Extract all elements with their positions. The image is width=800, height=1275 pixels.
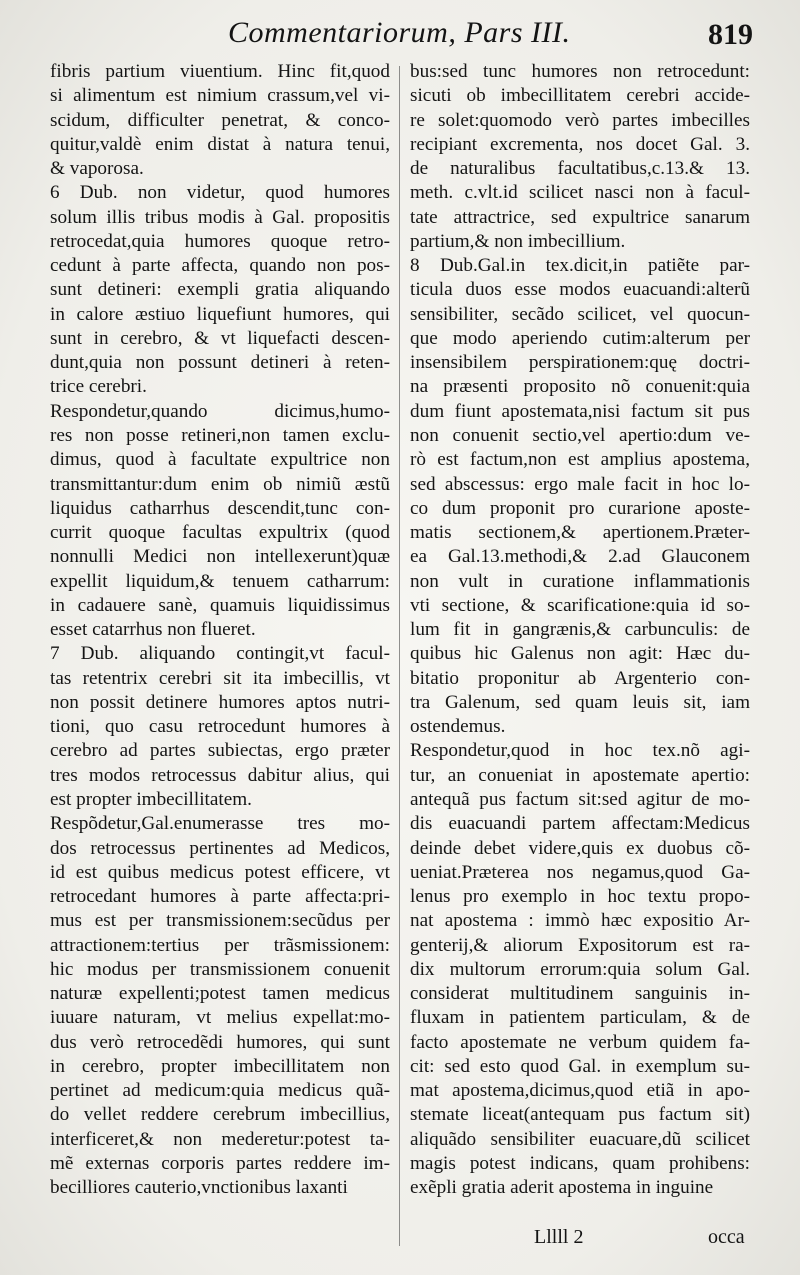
text-line: res non posse retineri,non tamen exclu- (50, 424, 390, 446)
text-line: currit quoque facultas expultrix (quod (50, 522, 390, 544)
text-line: nonnulli Medici non intellexerunt)quæ (50, 546, 390, 568)
text-line: re solet:quomodo verò partes imbecilles (410, 109, 750, 131)
text-line: exẽpli gratia aderit apostema in inguine (410, 1177, 714, 1199)
text-line: sensibiliter, secãdo scilicet, vel quocun- (410, 303, 750, 325)
text-line: dos retrocessus pertinentes ad Medicos, (50, 837, 390, 859)
text-line: partium,& non imbecillium. (410, 230, 626, 252)
signature-mark: Lllll 2 (534, 1226, 584, 1248)
text-line: dimus, quod à facultate expultrice non (50, 449, 390, 471)
text-line: mus est per transmissionem:secũdus per (50, 910, 390, 932)
text-line: pertinet ad medicum:quia medicus quã- (50, 1080, 390, 1102)
text-line: dus verò retrocedẽdi humores, qui sunt (50, 1031, 390, 1053)
text-line: tra Galenum, sed quam leuis sit, iam (410, 691, 750, 713)
text-line: do vellet reddere cerebrum imbecillius, (50, 1104, 390, 1126)
text-line: Respondetur,quod in hoc tex.nõ agi- (410, 740, 750, 762)
page-header (0, 6, 800, 54)
text-line: transmittantur:dum enim ob nimiũ æstũ (50, 473, 390, 495)
text-line: tur, an conueniat in apostemate apertio: (410, 764, 750, 786)
text-line: que modo aperiendo cutim:alterum per (410, 327, 750, 349)
right-text-column (410, 60, 750, 1200)
text-line: aliquãdo sensibiliter euacuare,dũ scilicet (410, 1128, 750, 1150)
running-title: Commentariorum, Pars III. (228, 16, 571, 49)
column-divider (399, 66, 400, 1246)
text-line: vti sectione, & scarificatione:quia id so- (410, 594, 750, 616)
text-line: antequã pus factum sit:sed agitur de mo- (410, 788, 750, 810)
text-line: expellit liquidum,& tenuem catharrum: (50, 570, 390, 592)
text-line: id est quibus medicus potest efficere, vt (50, 861, 390, 883)
text-line: quibus hic Galenus non agit: Hæc du- (410, 643, 750, 665)
text-line: est propter imbecillitatem. (50, 788, 252, 810)
text-line: genterij,& aliorum Expositorum est ra- (410, 934, 750, 956)
text-line: ueniat.Præterea nos negamus,quod Ga- (410, 861, 750, 883)
text-line: non conuenit sectio,vel apertio:dum ve- (410, 424, 750, 446)
text-line: recipiant excrementa, nos docet Gal. 3. (410, 133, 750, 155)
text-line: liquidus catharrhus descendit,tunc con- (50, 497, 390, 519)
text-line: 6 Dub. non videtur, quod humores (50, 182, 390, 204)
text-line: dum fiunt apostemata,nisi factum sit pus (410, 400, 750, 422)
text-line: 8 Dub.Gal.in tex.dicit,in patiẽte par- (410, 255, 750, 277)
text-line: interficeret,& non mederetur:potest ta- (50, 1128, 390, 1150)
text-line: bus:sed tunc humores non retrocedunt: (410, 61, 750, 82)
text-line: sunt detineri: exempli gratia aliquando (50, 279, 390, 301)
text-line: hic modus per transmissionem conuenit (50, 958, 390, 980)
text-line: quitur,valdè enim distat à natura tenui, (50, 133, 390, 155)
text-line: de naturalibus facultatibus,c.13.& 13. (410, 158, 750, 180)
text-line: fluxam in patientem particulam, & de (410, 1007, 750, 1029)
text-line: esset catarrhus non flueret. (50, 619, 256, 641)
text-line: iuuare naturam, vt melius expellat:mo- (50, 1007, 390, 1029)
text-line: insensibilem perspirationem:quę doctri- (410, 352, 750, 374)
text-line: bitatio proponitur ab Argenterio con- (410, 667, 750, 689)
text-line: lenus pro exemplo in hoc textu propo- (410, 886, 750, 908)
text-line: rò est factum,non est amplius apostema, (410, 449, 750, 471)
text-line: non vult in curatione inflammationis (410, 570, 750, 592)
text-line: sicuti ob imbecillitatem cerebri accide- (410, 85, 750, 107)
text-line: cerebro ad partes subiectas, ergo præter (50, 740, 390, 762)
text-line: & vaporosa. (50, 158, 144, 180)
text-line: tate attractrice, sed expultrice sanarum (410, 206, 750, 228)
text-line: magis potest indicans, quam prohibens: (410, 1152, 750, 1174)
text-line: na præsenti proposito nõ conuenit:quia (410, 376, 750, 398)
text-line: solum illis tribus modis à Gal. propositis (50, 206, 390, 228)
text-line: nat apostema : immò hæc expositio Ar- (410, 910, 750, 932)
text-line: sunt in cerebro, & vt liquefacti descen- (50, 327, 390, 349)
text-line: ea Gal.13.methodi,& 2.ad Glauconem (410, 546, 750, 568)
text-line: cedunt à parte affecta, quando non pos- (50, 255, 390, 277)
text-line: dunt,quia non possunt detineri à reten- (50, 352, 390, 374)
text-line: in cadauere sanè, quamuis liquidissimus (50, 594, 390, 616)
text-line: retrocedat,quia humores quoque retro- (50, 230, 390, 252)
text-line: naturæ expellenti;potest tamen medicus (50, 983, 390, 1005)
text-line: becilliores cauterio,vnctionibus laxanti (50, 1177, 348, 1199)
text-line: scidum, difficulter penetrat, & conco- (50, 109, 390, 131)
text-line: sed abscessus: ergo male facit in hoc lo- (410, 473, 750, 495)
text-line: fibris partium viuentium. Hinc fit,quod (50, 61, 390, 82)
text-line: tres modos retrocessus dabitur alius, qui (50, 764, 390, 786)
text-line: attractionem:tertius per trãsmissionem: (50, 934, 390, 956)
text-line: stemate liceat(antequam pus factum sit) (410, 1104, 750, 1126)
text-line: Respondetur,quando dicimus,humo- (50, 400, 390, 422)
text-line: meth. c.vlt.id scilicet nasci non à facul- (410, 182, 750, 204)
text-line: Respõdetur,Gal.enumerasse tres mo- (50, 813, 390, 835)
text-line: deinde debet videre,quis ex duobus cõ- (410, 837, 750, 859)
text-line: matis sectionem,& apertionem.Præter- (410, 522, 750, 544)
catchword: occa (708, 1226, 745, 1248)
text-line: co dum proponit pro curarione aposte- (410, 497, 750, 519)
text-line: tas retentrix cerebri sit ita imbecillis, vt (50, 667, 390, 689)
left-text-column (50, 60, 390, 1200)
text-line: mẽ externas corporis partes reddere im- (50, 1152, 390, 1174)
text-line: tioni, quo casu retrocedunt humores à (50, 716, 390, 738)
text-line: in calore æstiuo liquefiunt humores, qui (50, 303, 390, 325)
page-number: 819 (708, 18, 753, 51)
text-line: trice cerebri. (50, 376, 147, 398)
text-line: mat apostema,dicimus,quod etiã in apo- (410, 1080, 750, 1102)
text-line: considerat multitudinem sanguinis in- (410, 983, 750, 1005)
text-line: retrocedant humores à parte affecta:pri- (50, 886, 390, 908)
text-line: ostendemus. (410, 716, 506, 738)
text-line: in cerebro, propter imbecillitatem non (50, 1055, 390, 1077)
text-line: lum fit in gangrænis,& carbunculis: de (410, 619, 750, 641)
text-line: cit: sed esto quod Gal. in exemplum su- (410, 1055, 750, 1077)
text-line: non possit detinere humores aptos nutri- (50, 691, 390, 713)
text-line: 7 Dub. aliquando contingit,vt facul- (50, 643, 390, 665)
text-line: ticula duos esse modos euacuandi:alterũ (410, 279, 750, 301)
text-line: facto apostemate ne verbum quidem fa- (410, 1031, 750, 1053)
text-line: dis euacuandi partem affectam:Medicus (410, 813, 750, 835)
text-line: si alimentum est nimium crassum,vel vi- (50, 85, 390, 107)
text-line: dix multorum errorum:quia solum Gal. (410, 958, 750, 980)
